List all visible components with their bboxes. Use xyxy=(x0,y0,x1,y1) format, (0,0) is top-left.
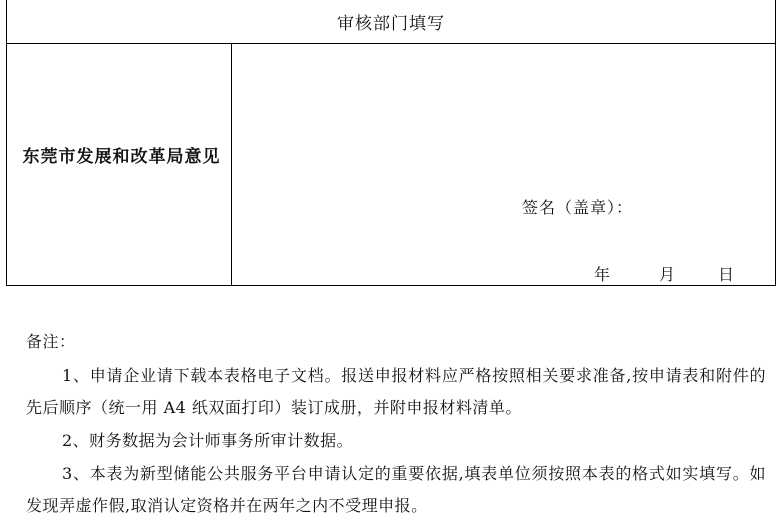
table-title: 审核部门填写 xyxy=(7,0,775,44)
date-day-label: 日 xyxy=(718,265,735,284)
label-cell xyxy=(7,44,232,285)
opinion-label: 东莞市发展和改革局意见 xyxy=(22,147,221,167)
note-item: 3、本表为新型储能公共服务平台申请认定的重要依据,填表单位须按照本表的格式如实填写。如发现弄虚作假,取消认定资格并在两年之内不受理申报。 xyxy=(26,464,766,515)
note-item: 2、财务数据为会计师事务所审计数据。 xyxy=(62,431,354,450)
date-year-label: 年 xyxy=(594,265,611,284)
signature-label: 签名（盖章）： xyxy=(522,198,634,217)
note-item: 1、申请企业请下载本表格电子文档。报送申报材料应严格按照相关要求准备,按申请表和附件的先后顺序（统一用 A4 纸双面打印）装订成册，并附申报材料清单。 xyxy=(26,366,766,417)
review-table xyxy=(6,0,776,286)
notes-title: 备注： xyxy=(26,332,76,351)
opinion-cell xyxy=(232,44,775,285)
date-month-label: 月 xyxy=(659,265,676,284)
